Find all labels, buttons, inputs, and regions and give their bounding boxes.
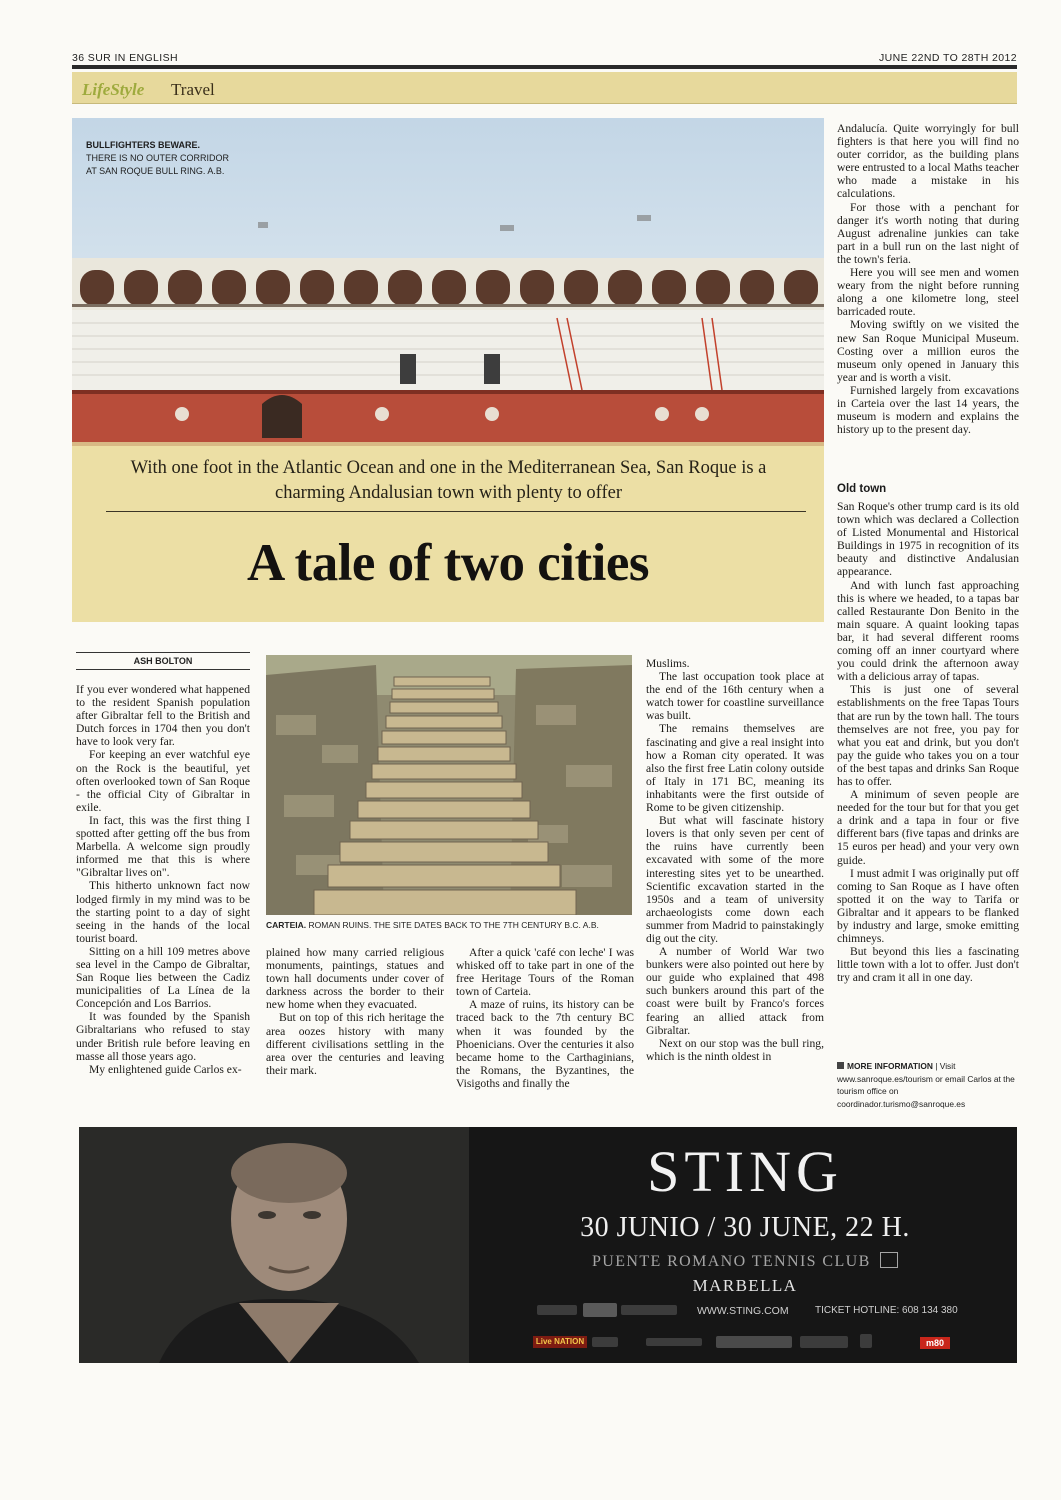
hero-caption-credit: A.B.: [207, 166, 225, 176]
paragraph: Next on our stop was the bull ring, which is the ninth oldest in: [646, 1036, 824, 1063]
paragraph: My enlightened guide Carlos ex-: [89, 1062, 242, 1076]
paragraph: San Roque's other trump card is its old town which was declared a Collection of Listed Monumental and Historical Buildings in 1975 in recognition of its beauty and distinctive Andalusian appearance.: [837, 500, 1019, 579]
article-column-2: [266, 946, 444, 1077]
advert-website: WWW.STING.COM: [697, 1305, 789, 1317]
paragraph: Muslims.: [646, 657, 690, 670]
more-info-square-icon: [837, 1062, 844, 1069]
more-info-text: Visit www.sanroque.es/tourism or email Carlos at the tourism office on coordinador.turismo@sanroque.es: [837, 1061, 1015, 1109]
hero-caption-text: THERE IS NO OUTER CORRIDOR AT SAN ROQUE BULL RING.: [86, 153, 230, 176]
ruins-illustration: [266, 655, 632, 915]
sponsor-logo: [646, 1338, 702, 1346]
ruins-caption-title: CARTEIA.: [266, 920, 307, 930]
article-column-5b: [837, 500, 1019, 984]
advert-title: STING: [647, 1139, 843, 1204]
article-column-1: [76, 683, 250, 1076]
standfirst: With one foot in the Atlantic Ocean and one in the Mediterranean Sea, San Roque is a charming Andalusian town with plenty to offer: [130, 458, 767, 503]
paragraph: Sitting on a hill 109 metres above sea level in the Campo de Gibraltar, San Roque lies between the Cadiz municipalities of La Línea de la Concepción and Los Barrios.: [76, 944, 250, 1011]
carteia-ruins-photo: [266, 655, 632, 915]
sponsor-logo: [621, 1305, 677, 1315]
paragraph: Furnished largely from excavations in Carteia over the last 14 years, the museum is modern and explains the history up to the present day.: [837, 383, 1019, 437]
article-column-3: [456, 946, 634, 1090]
ruins-caption-credit: A.B.: [582, 920, 599, 930]
paragraph: A minimum of seven people are needed for the tour but for that you get a drink and a tapa in four or five different bars (five tapas and drinks are 15 euros per head) and your very own guide.: [837, 788, 1019, 867]
paragraph: But beyond this lies a fascinating little town with a lot to offer. Just don't try and cram it all in one day.: [837, 945, 1019, 985]
article-column-5a: [837, 122, 1019, 436]
advert-date: 30 JUNIO / 30 JUNE, 22 H.: [580, 1212, 910, 1243]
paragraph: After a quick 'café con leche' I was whisked off to take part in one of the free Heritage Tours of the Roman town of Carteia.: [456, 946, 634, 999]
standfirst-rule: [106, 511, 806, 512]
more-info-label: MORE INFORMATION: [847, 1061, 933, 1071]
paragraph: A maze of ruins, its history can be traced back to the 7th century BC when it was founded by the Phoenicians. Over the centuries it also became home to the Carthaginians, the Romans, the Byzantines, the Visigoths and finally the: [456, 998, 634, 1090]
byline: ASH BOLTON: [76, 652, 250, 670]
paragraph: But on top of this rich heritage the area oozes history with many different civilisations settling in the area over the centuries and leaving their mark.: [266, 1011, 444, 1077]
hero-caption-title: BULLFIGHTERS BEWARE.: [86, 140, 200, 150]
paragraph: This hitherto unknown fact now lodged firmly in my mind was to be the starting point to a day of sight seeing in the hands of the local tourist board.: [76, 879, 250, 945]
paragraph: For keeping an ever watchful eye on the Rock is the beautiful, yet often overlooked town of San Roque - the official City of Gibraltar in exile.: [76, 748, 250, 814]
paragraph: plained how many carried religious monuments, paintings, statues and town hall documents under cover of darkness across the border to their new home when they evacuated.: [266, 946, 444, 1012]
article-column-4: [646, 657, 824, 1063]
ruins-caption: [266, 920, 636, 930]
issue-date: JUNE 22ND TO 28TH 2012: [879, 52, 1017, 64]
sponsor-logo: [592, 1337, 618, 1347]
paragraph: The remains themselves are fascinating and give a real insight into how a Roman city operated. It was also the first free Latin colony outside of Italy in 171 BC, meaning its inhabitants were the first outside of Rome to be given citizenship.: [646, 722, 824, 815]
page-number-left: 36 SUR IN ENGLISH: [72, 52, 178, 64]
livenation-logo: Live NATION: [533, 1336, 587, 1348]
paragraph: In fact, this was the first thing I spotted after getting off the bus from Marbella. A welcome sign proudly informed me that this is where "Gibraltar lives on".: [76, 813, 250, 880]
subhead-old-town: Old town: [837, 483, 887, 495]
paragraph: I must admit I was originally put off coming to San Roque as I have often spotted it on the way to Tarifa or Gibraltar and it appears to be flanked by industry and large, smoke emitting chimneys.: [837, 866, 1019, 946]
paragraph: If you ever wondered what happened to the resident Spanish population after Gibraltar fell to the British and Dutch forces in 1704 then you don't have to look very far.: [76, 683, 250, 749]
venue-logo-icon: [880, 1252, 898, 1268]
sponsor-logo: [800, 1336, 848, 1348]
advert-venue-name: PUENTE ROMANO TENNIS CLUB: [591, 1253, 871, 1270]
ticketmaster-logo: [716, 1336, 792, 1348]
ruins-caption-text: ROMAN RUINS. THE SITE DATES BACK TO THE 7TH CENTURY B.C.: [308, 920, 581, 930]
advert-city: MARBELLA: [692, 1276, 798, 1295]
sponsor-logo: [537, 1305, 577, 1315]
paragraph: The last occupation took place at the end of the 16th century when a watch tower for coastline surveillance was built.: [646, 670, 824, 723]
headline: A tale of two cities: [246, 534, 650, 592]
section-name: Travel: [171, 80, 215, 99]
sponsor-logo: [860, 1334, 872, 1348]
advert-venue: [520, 1252, 970, 1271]
more-information: MORE INFORMATION | Visit www.sanroque.es/tourism or email Carlos at the tourism office on coordinador.turismo@sanroque.es: [837, 1061, 1015, 1109]
top-rule: [72, 65, 1017, 69]
paragraph: Moving swiftly on we visited the new San Roque Municipal Museum. Costing over a million euros the museum only opened in January this year and is worth a visit.: [837, 318, 1019, 384]
advert-hotline: TICKET HOTLINE: 608 134 380: [815, 1305, 958, 1316]
m80-logo: m80: [920, 1337, 950, 1349]
paragraph: For those with a penchant for danger it's worth noting that during August adrenaline junkies can take part in a bull run on the last night of the town's feria.: [837, 200, 1019, 266]
paragraph: And with lunch fast approaching this is where we headed, to a tapas bar called Restaurante Don Benito in the main square. A quaint looking tapas bar, it had several different rooms coming off an inner courtyard where you could drink the afternoon away with a delicious array of tapas.: [837, 578, 1019, 684]
section-brand: LifeStyle: [82, 80, 145, 99]
paragraph: It was founded by the Spanish Gibraltarians who refused to stay under British rule before leaving en masse all those years ago.: [76, 1010, 250, 1063]
paragraph: Here you will see men and women weary from the night before running along a one kilometre long, steel barricaded route.: [837, 266, 1019, 319]
paragraph: This is just one of several establishments on the free Tapas Tours that are run by the town hall. The tours themselves are not free, you pay for what you eat and drink, but you don't pay the guide who takes you on a tour of the best tapas and drinks San Roque has to offer.: [837, 683, 1019, 788]
paragraph: Andalucía. Quite worryingly for bull fighters is that here you will find no outer corridor, as the building plans were entrusted to a local Maths teacher who made a mistake in his calculations.: [837, 122, 1019, 201]
album-art-icon: [583, 1303, 617, 1317]
hero-caption: [86, 139, 231, 178]
paragraph: A number of World War two bunkers were also pointed out here by our guide who explained that 498 such bunkers around this part of the coast were built by Franco's forces fearing an allied attack from Gibraltar.: [646, 945, 824, 1037]
paragraph: But what will fascinate history lovers is that only seven per cent of the ruins have currently been excavated with some of the more interesting sites yet to be unearthed. Scientific excavation started in the 1950s and a team of university archaeologists come down each summer from Madrid to painstakingly dig out the city.: [646, 814, 824, 945]
